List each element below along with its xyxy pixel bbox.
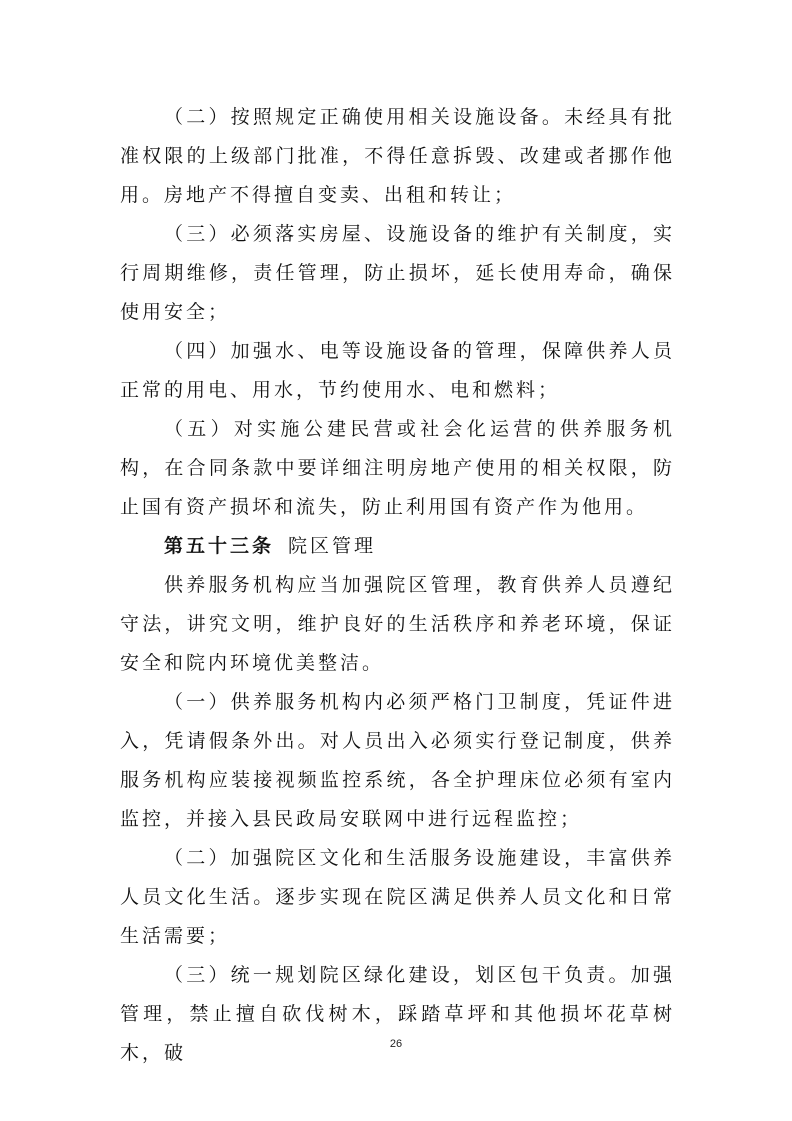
paragraph: （三）必须落实房屋、设施设备的维护有关制度，实行周期维修，责任管理，防止损坏，延长使用寿命，确保使用安全； <box>120 223 675 323</box>
paragraph: （四）加强水、电等设施设备的管理，保障供养人员正常的用电、用水，节约使用水、电和燃料； <box>120 340 675 401</box>
paragraph: （一）供养服务机构内必须严格门卫制度，凭证件进入，凭请假条外出。对人员出入必须实行登记制度，供养服务机构应装接视频监控系统，各全护理床位必须有室内监控，并接入县民政局安联网中进行远程监控； <box>120 691 675 830</box>
paragraph: 供养服务机构应当加强院区管理，教育供养人员遵纪守法，讲究文明，维护良好的生活秩序和养老环境，保证安全和院内环境优美整洁。 <box>120 574 675 674</box>
article-number: 第五十三条 <box>164 535 275 557</box>
article-title: 院区管理 <box>288 535 377 557</box>
paragraph: （三）统一规划院区绿化建设，划区包干负责。加强管理，禁止擅自砍伐树木，踩踏草坪和其他损坏花草树木，破 <box>120 964 675 1064</box>
body-text <box>120 98 675 1073</box>
paragraph: （二）加强院区文化和生活服务设施建设，丰富供养人员文化生活。逐步实现在院区满足供养人员文化和日常生活需要； <box>120 847 675 947</box>
paragraph: （五）对实施公建民营或社会化运营的供养服务机构，在合同条款中要详细注明房地产使用的相关权限，防止国有资产损坏和流失，防止利用国有资产作为他用。 <box>120 418 675 518</box>
page-number: 26 <box>389 1038 403 1050</box>
article-heading <box>120 527 675 566</box>
paragraph: （二）按照规定正确使用相关设施设备。未经具有批准权限的上级部门批准，不得任意拆毁、改建或者挪作他用。房地产不得擅自变卖、出租和转让； <box>120 106 675 206</box>
